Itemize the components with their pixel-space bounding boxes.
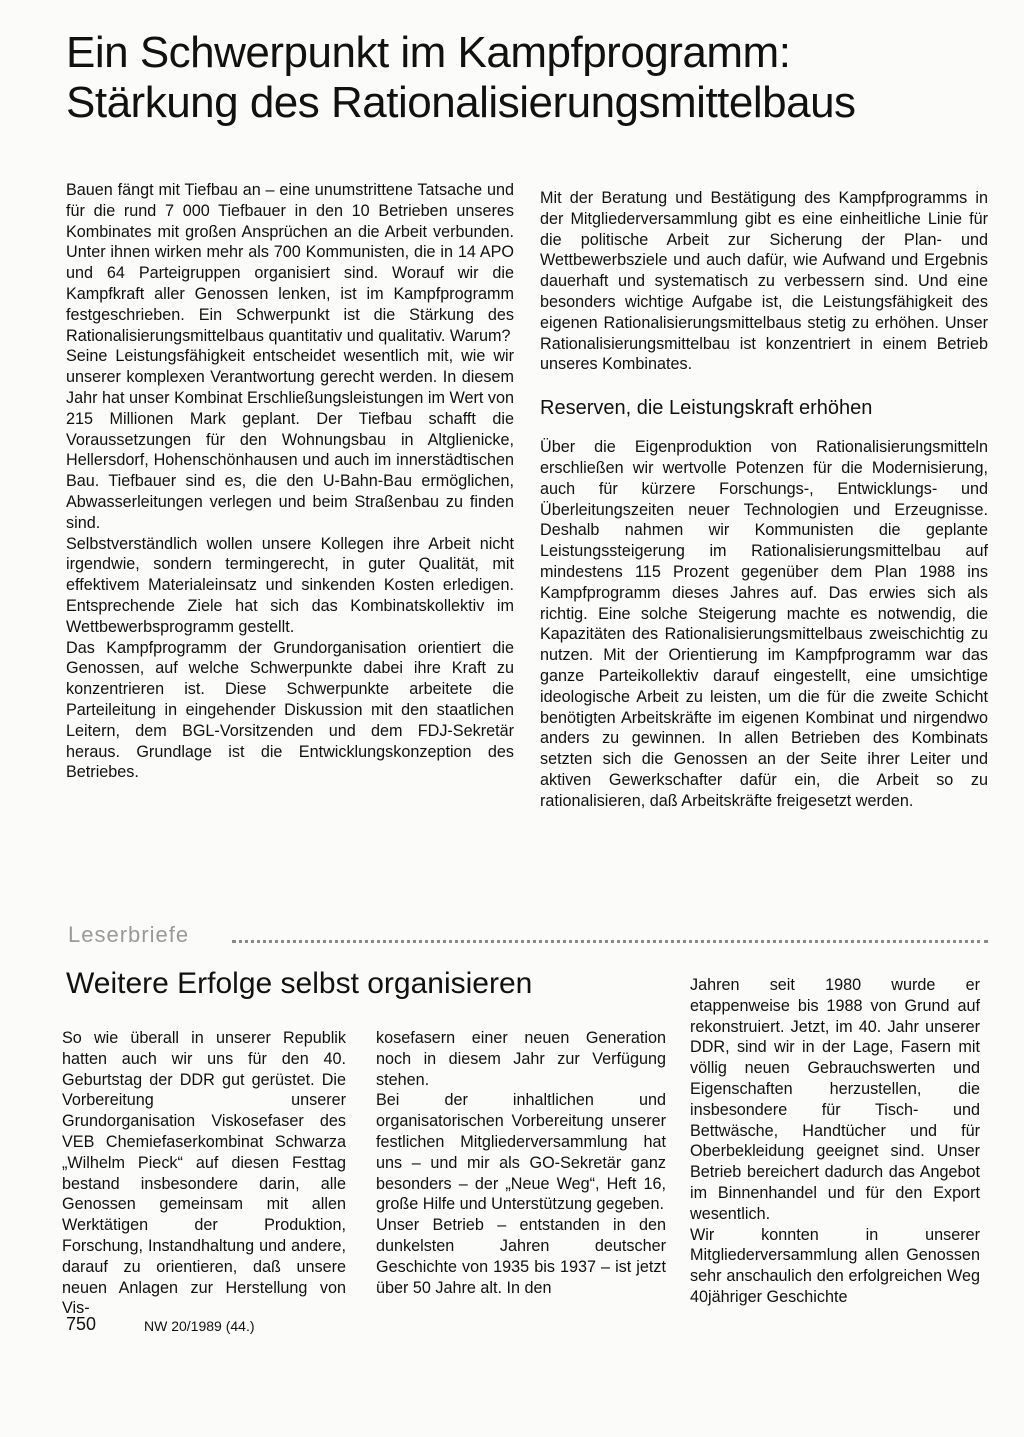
- letter-paragraph: kosefasern einer neuen Generation noch in diesem Jahr zur Verfügung stehen.: [376, 1029, 666, 1089]
- article-left-column: [66, 180, 514, 783]
- article-paragraph: Selbstverständlich wollen unsere Kollegen ihre Arbeit nicht irgendwie, sondern termingerecht, in guter Qualität, mit effektivem Materialeinsatz und sinkenden Kosten erledigen. Entsprechende Ziele hat sich das Kombinatskollektiv im Wettbewerbsprogramm gestellt.: [66, 534, 514, 636]
- letter-title: Weitere Erfolge selbst organisieren: [66, 967, 533, 1000]
- page-number: 750: [66, 1314, 97, 1334]
- letter-paragraph: Wir konnten in unserer Mitgliederversammlung allen Genossen sehr anschaulich den erfolgreichen Weg 40jähriger Geschichte: [690, 1225, 980, 1306]
- letter-paragraph: So wie überall in unserer Republik hatten auch wir uns für den 40. Geburtstag der DDR gut gerüstet. Die Vorbereitung unserer Grundorganisation Viskosefaser des VEB Chemiefaserkombinat Schwarza „Wilhelm Pieck“ auf diesen Festtag bestand insbesondere darin, alle Genossen gemeinsam mit allen Werktätigen der Produktion, Forschung, Instandhaltung und andere, darauf zu orientieren, daß unsere neuen Anlagen zur Herstellung von Vis-: [62, 1029, 346, 1318]
- letter-column-2: [376, 1028, 666, 1298]
- letter-column-3: [690, 975, 980, 1308]
- section-divider: [232, 940, 988, 943]
- article-right-column: [540, 188, 988, 812]
- article-paragraph: Bauen fängt mit Tiefbau an – eine unumstrittene Tatsache und für die rund 7 000 Tiefbauer in den 10 Betrieben unseres Kombinates mit großen Ansprüchen an die Arbeit verbunden. Unter ihnen wirken mehr als 700 Kommunisten, die in 14 APO und 64 Parteigruppen organisiert sind. Worauf wir die Kampfkraft aller Genossen lenken, ist im Kampfprogramm festgeschrieben. Ein Schwerpunkt ist die Stärkung des Rationalisierungsmittelbaus quantitativ und qualitativ. Warum?: [66, 181, 514, 345]
- article-title: [66, 28, 986, 128]
- letter-paragraph: Bei der inhaltlichen und organisatorischen Vorbereitung unserer festlichen Mitgliederversammlung hat uns – und mir als GO-Sekretär ganz besonders – der „Neue Weg“, Heft 16, große Hilfe und Unterstützung gegeben.: [376, 1091, 666, 1214]
- letter-paragraph: Jahren seit 1980 wurde er etappenweise bis 1988 von Grund auf rekonstruiert. Jetzt, im 40. Jahr unserer DDR, sind wir in der Lage, Fasern mit völlig neuen Gebrauchswerten und Eigenschaften herzustellen, die insbesondere für Tisch- und Bettwäsche, Handtücher und für Oberbekleidung geeignet sind. Unser Betrieb bereichert dadurch das Angebot im Binnenhandel und für den Export wesentlich.: [690, 976, 980, 1223]
- article-subheading: Reserven, die Leistungskraft erhöhen: [540, 397, 873, 420]
- article-title-line-2: Stärkung des Rationalisierungsmittelbaus: [66, 78, 856, 127]
- article-paragraph: Über die Eigenproduktion von Rationalisierungsmitteln erschließen wir wertvolle Potenzen für die Modernisierung, auch für kürzere Forschungs-, Entwicklungs- und Überleitungszeiten neuer Technologien und Erzeugnisse. Deshalb nahmen wir Kommunisten die geplante Leistungssteigerung im Rationalisierungsmittelbau auf mindestens 115 Prozent gegenüber dem Plan 1988 ins Kampfprogramm dieses Jahres auf. Das erwies sich als richtig. Eine solche Steigerung machte es notwendig, die Kapazitäten des Rationalisierungsmittelbaus zweischichtig zu nutzen. Mit der Orientierung im Kampfprogramm war das ganze Parteikollektiv darauf eingestellt, eine umsichtige ideologische Arbeit zu leisten, um die für die zweite Schicht benötigten Arbeitskräfte im eigenen Kombinat und nirgendwo anders zu gewinnen. In allen Betrieben des Kombinats setzten sich die Genossen an der Seite ihrer Leiter und aktiven Gewerkschafter dafür ein, die Arbeit so zu rationalisieren, daß Arbeitskräfte freigesetzt werden.: [540, 438, 988, 810]
- section-label: Leserbriefe: [68, 922, 190, 947]
- article-paragraph: Seine Leistungsfähigkeit entscheidet wesentlich mit, wie wir unserer komplexen Verantwortung gerecht werden. In diesem Jahr hat unser Kombinat Erschließungsleistungen im Wert von 215 Millionen Mark geplant. Der Tiefbau schafft die Voraussetzungen für den Wohnungsbau in Altglienicke, Hellersdorf, Hohenschönhausen und auch im innerstädtischen Bau. Tiefbauer sind es, die den U-Bahn-Bau ermöglichen, Abwasserleitungen verlegen und beim Straßenbau zu finden sind.: [66, 347, 514, 532]
- letter-paragraph: Unser Betrieb – entstanden in den dunkelsten Jahren deutscher Geschichte von 1935 bis 1937 – ist jetzt über 50 Jahre alt. In den: [376, 1216, 666, 1297]
- letter-column-1: [62, 1028, 346, 1319]
- article-paragraph: Mit der Beratung und Bestätigung des Kampfprogramms in der Mitgliederversammlung gibt es eine einheitliche Linie für die politische Arbeit zur Sicherung der Plan- und Wettbewerbsziele und auch dafür, wie Aufwand und Ergebnis dauerhaft und systematisch zu verbessern sind. Und eine besonders wichtige Aufgabe ist, die Leistungsfähigkeit des eigenen Rationalisierungsmittelbaus stetig zu erhöhen. Unser Rationalisierungsmittelbau ist konzentriert in einem Betrieb unseres Kombinates.: [540, 189, 988, 374]
- issue-reference: NW 20/1989 (44.): [144, 1318, 255, 1334]
- article-title-line-1: Ein Schwerpunkt im Kampfprogramm:: [66, 28, 791, 77]
- article-paragraph: Das Kampfprogramm der Grundorganisation orientiert die Genossen, auf welche Schwerpunkte dabei ihre Kraft zu konzentrieren ist. Diese Schwerpunkte arbeitete die Parteileitung in eingehender Diskussion mit den staatlichen Leitern, dem BGL-Vorsitzenden und dem FDJ-Sekretär heraus. Grundlage ist die Entwicklungskonzeption des Betriebes.: [66, 638, 514, 782]
